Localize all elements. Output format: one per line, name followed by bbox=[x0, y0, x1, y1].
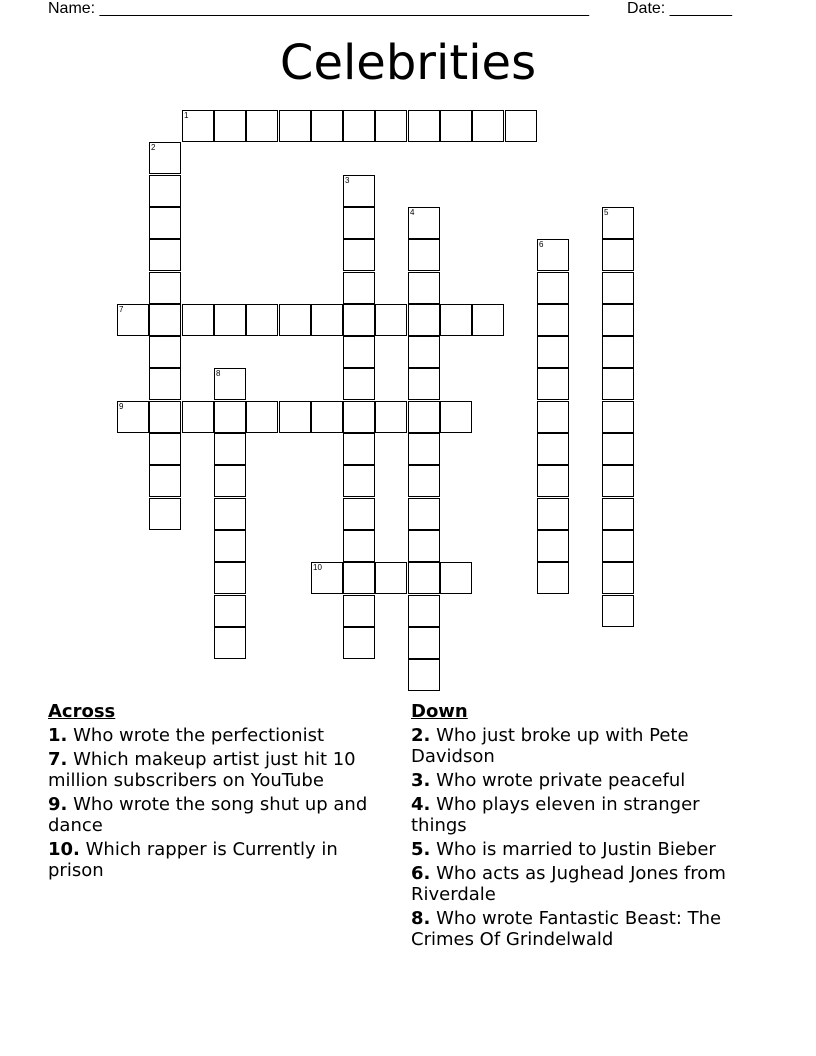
grid-cell[interactable] bbox=[440, 401, 472, 433]
grid-cell[interactable] bbox=[408, 401, 440, 433]
grid-cell[interactable] bbox=[214, 465, 246, 497]
grid-cell[interactable] bbox=[343, 207, 375, 239]
grid-cell[interactable] bbox=[214, 562, 246, 594]
clue-down-5 bbox=[411, 839, 756, 860]
grid-cell[interactable] bbox=[343, 272, 375, 304]
grid-cell[interactable] bbox=[182, 401, 214, 433]
cell-number: 6 bbox=[539, 240, 544, 249]
clue-across-1 bbox=[48, 725, 388, 746]
clue-text: Who wrote private peaceful bbox=[436, 770, 686, 791]
grid-cell[interactable] bbox=[311, 401, 343, 433]
grid-cell[interactable] bbox=[602, 401, 634, 433]
grid-cell[interactable] bbox=[602, 304, 634, 336]
clue-text: Who plays eleven in stranger things bbox=[411, 794, 700, 836]
grid-cell[interactable] bbox=[214, 498, 246, 530]
clue-text: Which rapper is Currently in prison bbox=[48, 839, 338, 881]
down-clues bbox=[411, 701, 756, 953]
cell-number: 8 bbox=[216, 369, 221, 378]
clue-number: 3. bbox=[411, 770, 431, 791]
grid-cell[interactable] bbox=[602, 239, 634, 271]
grid-cell[interactable] bbox=[343, 433, 375, 465]
page-title: Celebrities bbox=[279, 35, 537, 91]
grid-cell[interactable] bbox=[149, 239, 181, 271]
clue-down-2 bbox=[411, 725, 756, 767]
grid-cell[interactable] bbox=[408, 368, 440, 400]
clue-text: Who is married to Justin Bieber bbox=[436, 839, 716, 860]
grid-cell[interactable] bbox=[149, 207, 181, 239]
grid-cell[interactable] bbox=[408, 627, 440, 659]
down-heading: Down bbox=[411, 701, 468, 722]
grid-cell[interactable] bbox=[537, 272, 569, 304]
grid-cell[interactable] bbox=[311, 562, 343, 594]
date-field-label: Date: _______ bbox=[627, 0, 732, 17]
grid-cell[interactable] bbox=[214, 530, 246, 562]
grid-cell[interactable] bbox=[214, 368, 246, 400]
grid-cell[interactable] bbox=[408, 659, 440, 691]
grid-cell[interactable] bbox=[149, 175, 181, 207]
grid-cell[interactable] bbox=[149, 401, 181, 433]
grid-cell[interactable] bbox=[343, 239, 375, 271]
grid-cell[interactable] bbox=[343, 498, 375, 530]
grid-cell[interactable] bbox=[602, 595, 634, 627]
grid-cell[interactable] bbox=[149, 498, 181, 530]
grid-cell[interactable] bbox=[537, 336, 569, 368]
grid-cell[interactable] bbox=[117, 304, 149, 336]
grid-cell[interactable] bbox=[375, 562, 407, 594]
grid-cell[interactable] bbox=[149, 142, 181, 174]
grid-cell[interactable] bbox=[602, 433, 634, 465]
cell-number: 1 bbox=[184, 111, 189, 120]
grid-cell[interactable] bbox=[279, 110, 311, 142]
clue-number: 6. bbox=[411, 863, 431, 884]
cell-number: 9 bbox=[119, 402, 124, 411]
grid-cell[interactable] bbox=[408, 433, 440, 465]
clue-text: Who wrote the perfectionist bbox=[73, 725, 325, 746]
grid-cell[interactable] bbox=[149, 272, 181, 304]
grid-cell[interactable] bbox=[537, 304, 569, 336]
grid-cell[interactable] bbox=[279, 304, 311, 336]
grid-cell[interactable] bbox=[311, 304, 343, 336]
grid-cell[interactable] bbox=[602, 272, 634, 304]
cell-number: 5 bbox=[604, 208, 609, 217]
cell-number: 10 bbox=[313, 563, 322, 572]
grid-cell[interactable] bbox=[440, 304, 472, 336]
grid-cell[interactable] bbox=[214, 595, 246, 627]
grid-cell[interactable] bbox=[343, 465, 375, 497]
grid-cell[interactable] bbox=[246, 110, 278, 142]
across-clues bbox=[48, 701, 388, 884]
grid-cell[interactable] bbox=[472, 304, 504, 336]
clue-down-3 bbox=[411, 770, 756, 791]
clue-number: 5. bbox=[411, 839, 431, 860]
grid-cell[interactable] bbox=[343, 595, 375, 627]
clue-number: 2. bbox=[411, 725, 431, 746]
grid-cell[interactable] bbox=[537, 401, 569, 433]
grid-cell[interactable] bbox=[537, 433, 569, 465]
grid-cell[interactable] bbox=[537, 368, 569, 400]
grid-cell[interactable] bbox=[408, 336, 440, 368]
cell-number: 7 bbox=[119, 305, 124, 314]
grid-cell[interactable] bbox=[214, 110, 246, 142]
clue-across-9 bbox=[48, 794, 388, 836]
grid-cell[interactable] bbox=[602, 368, 634, 400]
grid-cell[interactable] bbox=[537, 530, 569, 562]
grid-cell[interactable] bbox=[408, 239, 440, 271]
clue-down-6 bbox=[411, 863, 756, 905]
grid-cell[interactable] bbox=[343, 304, 375, 336]
clue-text: Who just broke up with Pete Davidson bbox=[411, 725, 689, 767]
grid-cell[interactable] bbox=[408, 562, 440, 594]
grid-cell[interactable] bbox=[602, 465, 634, 497]
grid-cell[interactable] bbox=[408, 272, 440, 304]
grid-cell[interactable] bbox=[149, 368, 181, 400]
clue-number: 7. bbox=[48, 749, 68, 770]
clue-text: Who wrote the song shut up and dance bbox=[48, 794, 368, 836]
grid-cell[interactable] bbox=[408, 207, 440, 239]
grid-cell[interactable] bbox=[408, 304, 440, 336]
grid-cell[interactable] bbox=[149, 336, 181, 368]
grid-cell[interactable] bbox=[149, 433, 181, 465]
grid-cell[interactable] bbox=[343, 110, 375, 142]
grid-cell[interactable] bbox=[408, 465, 440, 497]
grid-cell[interactable] bbox=[214, 433, 246, 465]
clue-text: Which makeup artist just hit 10 million subscribers on YouTube bbox=[48, 749, 356, 791]
grid-cell[interactable] bbox=[214, 627, 246, 659]
clue-number: 9. bbox=[48, 794, 68, 815]
cell-number: 3 bbox=[345, 176, 350, 185]
name-field-label: Name: _______________________________________________________ bbox=[48, 0, 589, 17]
grid-cell[interactable] bbox=[537, 498, 569, 530]
grid-cell[interactable] bbox=[505, 110, 537, 142]
clue-number: 1. bbox=[48, 725, 68, 746]
grid-cell[interactable] bbox=[602, 207, 634, 239]
grid-cell[interactable] bbox=[182, 304, 214, 336]
clue-number: 4. bbox=[411, 794, 431, 815]
grid-cell[interactable] bbox=[602, 562, 634, 594]
grid-cell[interactable] bbox=[408, 110, 440, 142]
grid-cell[interactable] bbox=[537, 562, 569, 594]
grid-cell[interactable] bbox=[408, 498, 440, 530]
grid-cell[interactable] bbox=[343, 336, 375, 368]
across-heading: Across bbox=[48, 701, 116, 722]
grid-cell[interactable] bbox=[537, 239, 569, 271]
clue-number: 10. bbox=[48, 839, 80, 860]
clue-text: Who acts as Jughead Jones from Riverdale bbox=[411, 863, 726, 905]
grid-cell[interactable] bbox=[408, 595, 440, 627]
grid-cell[interactable] bbox=[472, 110, 504, 142]
grid-cell[interactable] bbox=[602, 530, 634, 562]
grid-cell[interactable] bbox=[602, 498, 634, 530]
grid-cell[interactable] bbox=[246, 304, 278, 336]
clue-text: Who wrote Fantastic Beast: The Crimes Of Grindelwald bbox=[411, 908, 722, 950]
clue-number: 8. bbox=[411, 908, 431, 929]
clue-down-4 bbox=[411, 794, 756, 836]
grid-cell[interactable] bbox=[311, 110, 343, 142]
grid-cell[interactable] bbox=[149, 465, 181, 497]
grid-cell[interactable] bbox=[214, 304, 246, 336]
grid-cell[interactable] bbox=[117, 401, 149, 433]
clue-across-7 bbox=[48, 749, 388, 791]
grid-cell[interactable] bbox=[375, 304, 407, 336]
grid-cell[interactable] bbox=[375, 401, 407, 433]
grid-cell[interactable] bbox=[182, 110, 214, 142]
grid-cell[interactable] bbox=[149, 304, 181, 336]
grid-cell[interactable] bbox=[537, 465, 569, 497]
grid-cell[interactable] bbox=[343, 175, 375, 207]
grid-cell[interactable] bbox=[440, 110, 472, 142]
cell-number: 4 bbox=[410, 208, 415, 217]
grid-cell[interactable] bbox=[440, 562, 472, 594]
grid-cell[interactable] bbox=[343, 401, 375, 433]
clue-across-10 bbox=[48, 839, 388, 881]
grid-cell[interactable] bbox=[246, 401, 278, 433]
grid-cell[interactable] bbox=[214, 401, 246, 433]
clue-down-8 bbox=[411, 908, 756, 950]
grid-cell[interactable] bbox=[408, 530, 440, 562]
grid-cell[interactable] bbox=[343, 562, 375, 594]
cell-number: 2 bbox=[151, 143, 156, 152]
grid-cell[interactable] bbox=[343, 530, 375, 562]
grid-cell[interactable] bbox=[279, 401, 311, 433]
grid-cell[interactable] bbox=[602, 336, 634, 368]
grid-cell[interactable] bbox=[375, 110, 407, 142]
grid-cell[interactable] bbox=[343, 627, 375, 659]
grid-cell[interactable] bbox=[343, 368, 375, 400]
